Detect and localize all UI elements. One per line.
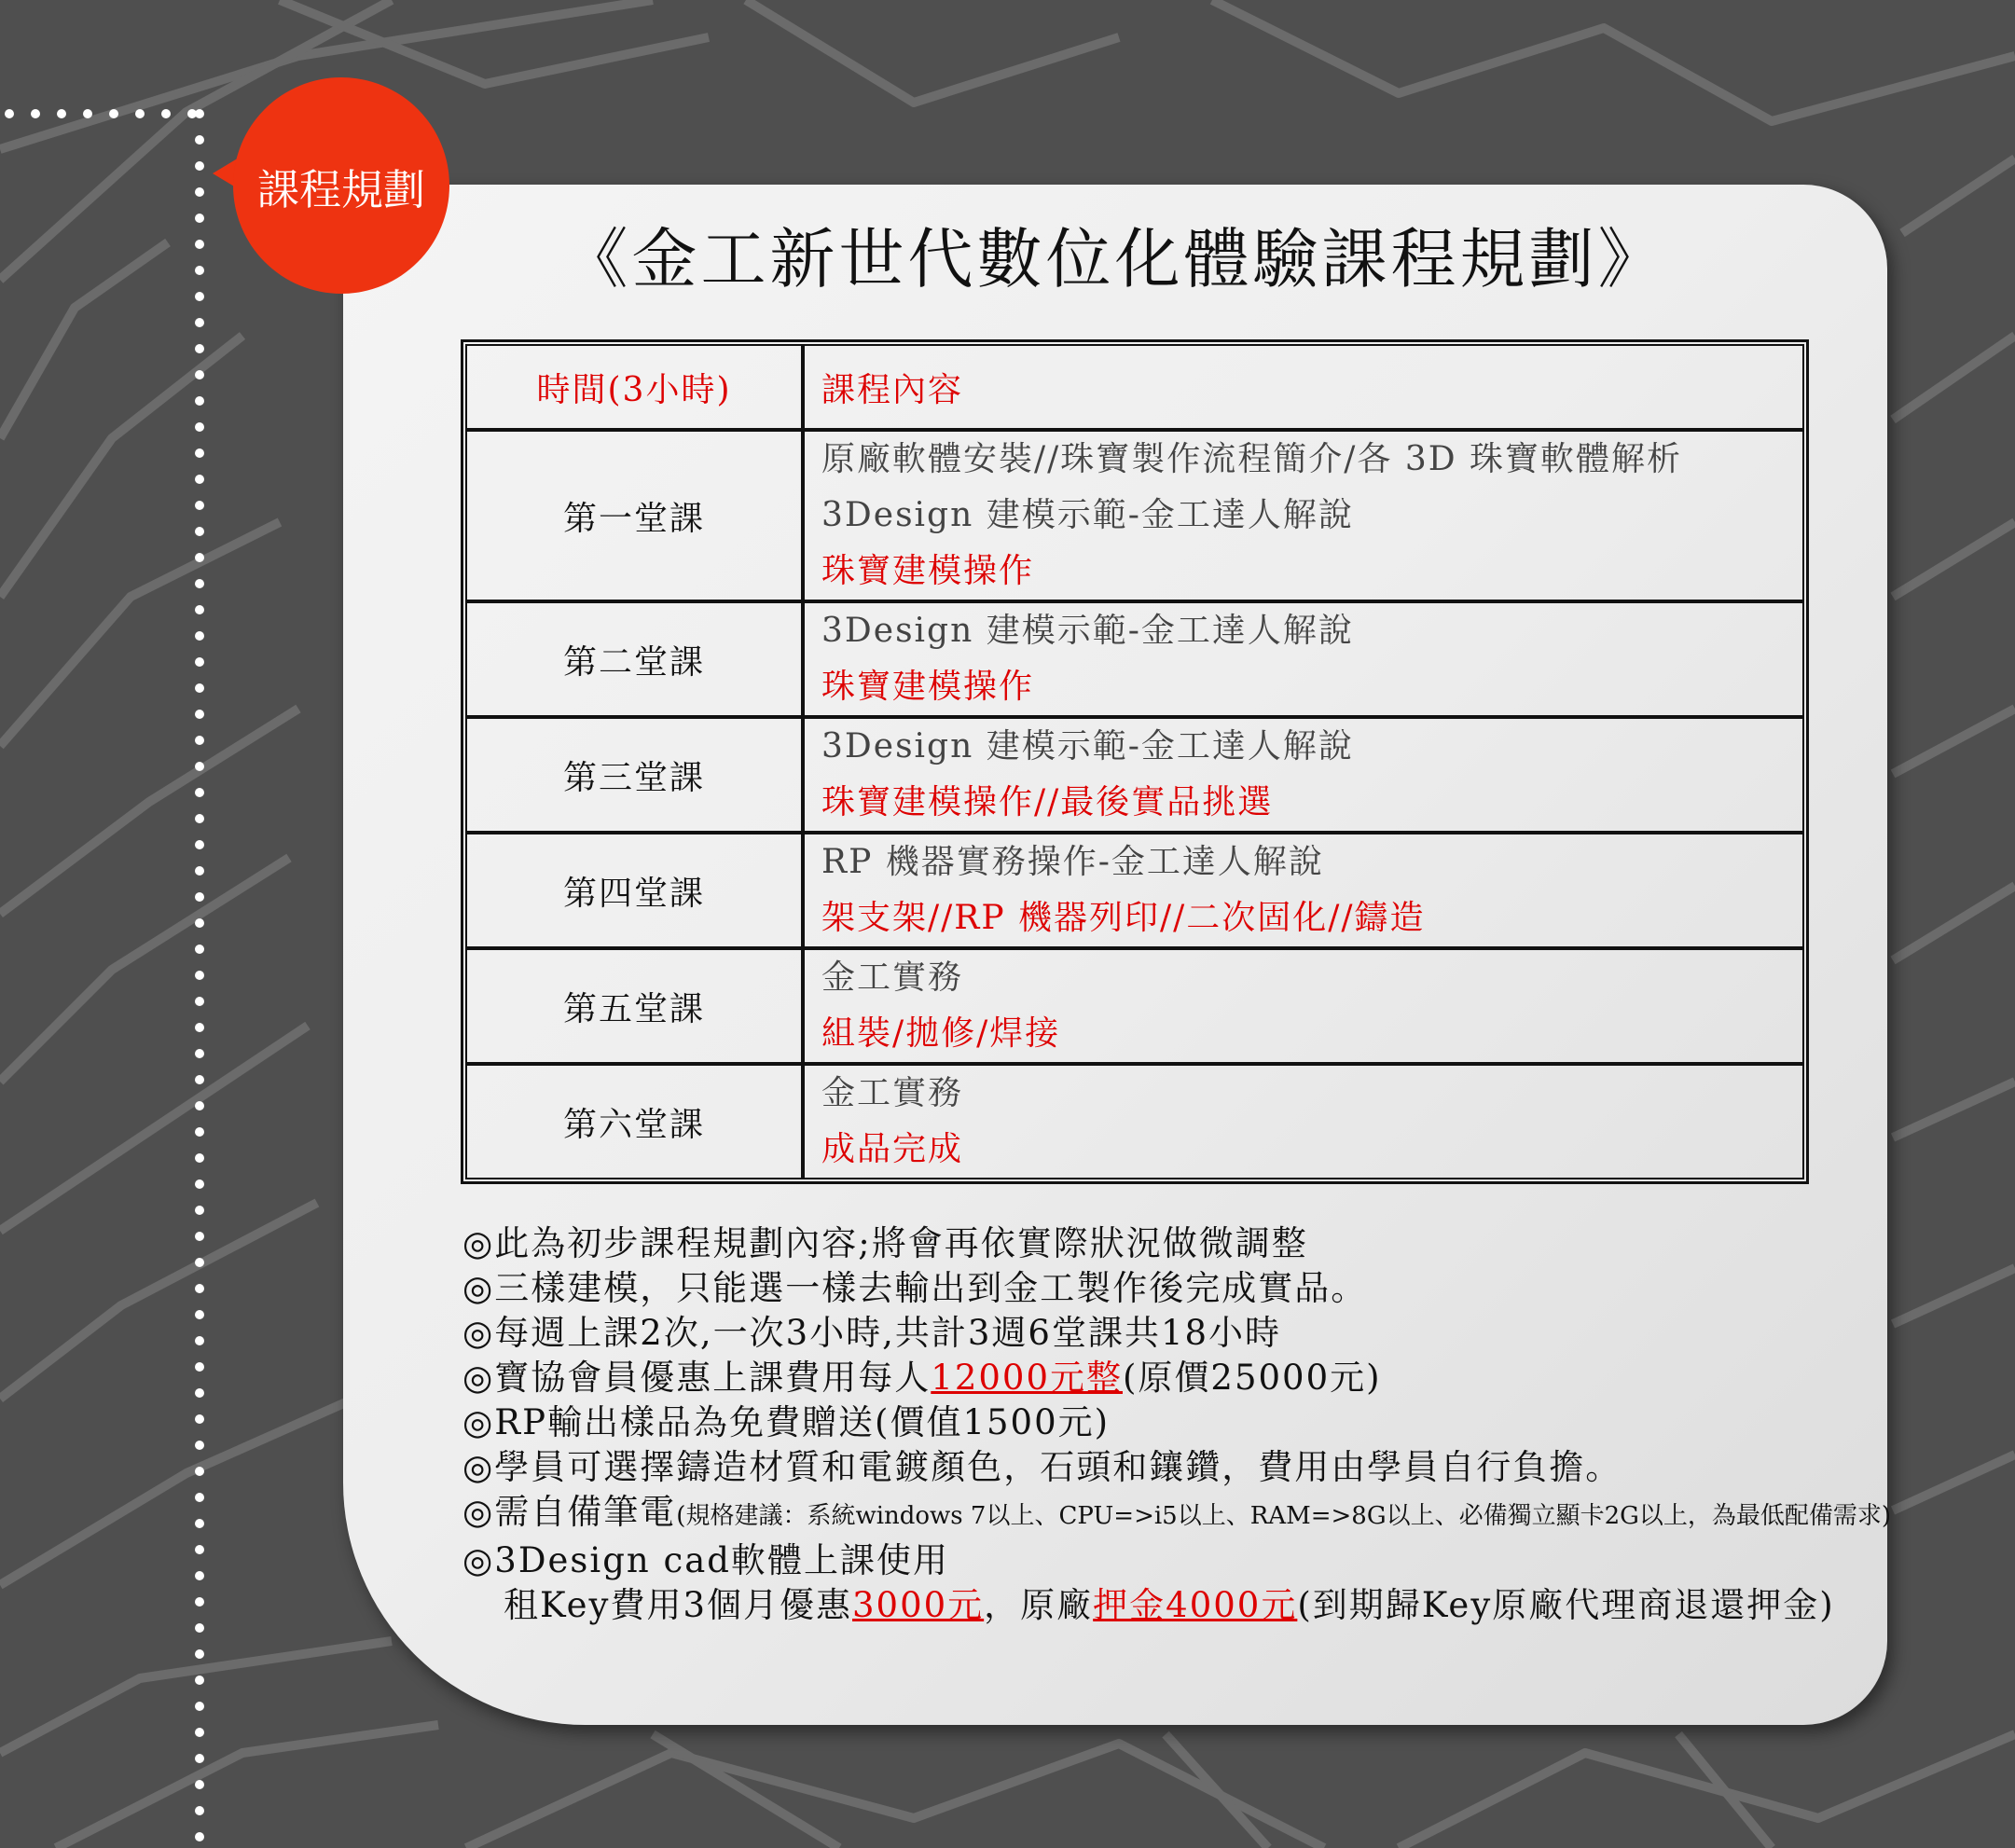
content-line: 3Design 建模示範-金工達人解說	[821, 612, 1354, 650]
header-time: 時間(3小時)	[465, 344, 803, 430]
session-content	[803, 717, 1804, 833]
note-item: ◎每週上課2次,一次3小時,共計3週6堂課共18小時	[462, 1313, 1282, 1353]
table-row	[465, 430, 1804, 601]
note-text: (原價25000元)	[1123, 1358, 1382, 1398]
content-line: 珠寶建模操作	[821, 552, 1035, 590]
note-text: ◎需自備筆電	[462, 1492, 677, 1532]
note-item	[462, 1356, 1861, 1400]
rental-price: 3000元	[852, 1585, 985, 1625]
note-item	[462, 1583, 1861, 1628]
laptop-spec: (規格建議：系統windows 7以上、CPU=>i5以上、RAM=>8G以上、必備獨立顯卡2G以上，為最低配備需求)	[676, 1502, 1892, 1530]
session-label: 第四堂課	[465, 833, 803, 948]
content-line: 3Design 建模示範-金工達人解說	[821, 727, 1354, 765]
session-label: 第六堂課	[465, 1064, 803, 1179]
content-line: 金工實務	[821, 958, 964, 997]
content-line: 成品完成	[821, 1130, 964, 1168]
session-label: 第一堂課	[465, 430, 803, 601]
page-title: 《金工新世代數位化體驗課程規劃》	[562, 221, 1667, 297]
table-row	[465, 717, 1804, 833]
note-text: ，原廠	[984, 1585, 1094, 1625]
table-header-row	[465, 344, 1804, 430]
session-content	[803, 601, 1804, 717]
note-item	[462, 1490, 1892, 1538]
content-line: 3Design 建模示範-金工達人解說	[821, 496, 1354, 534]
session-content	[803, 430, 1804, 601]
session-content	[803, 1064, 1804, 1179]
member-price: 12000元整	[931, 1358, 1123, 1398]
note-text: (到期歸Key原廠代理商退還押金)	[1297, 1585, 1835, 1625]
table-row	[465, 601, 1804, 717]
content-line: 金工實務	[821, 1074, 964, 1112]
session-label: 第二堂課	[465, 601, 803, 717]
table-row	[465, 1064, 1804, 1179]
session-label: 第三堂課	[465, 717, 803, 833]
note-item: ◎3Design cad軟體上課使用	[462, 1540, 949, 1580]
session-content	[803, 948, 1804, 1064]
content-line: 組裝/拋修/焊接	[821, 1014, 1061, 1053]
header-content: 課程內容	[803, 344, 1804, 430]
deposit-price: 押金4000元	[1093, 1585, 1298, 1625]
note-item: ◎此為初步課程規劃內容;將會再依實際狀況做微調整	[462, 1223, 1308, 1263]
section-badge-label: 課程規劃	[256, 164, 425, 214]
notes-list	[462, 1221, 1892, 1628]
content-line: 珠寶建模操作//最後實品挑選	[821, 783, 1274, 821]
note-text: 租Key費用3個月優惠	[504, 1585, 852, 1625]
session-label: 第五堂課	[465, 948, 803, 1064]
table-row	[465, 833, 1804, 948]
note-text: ◎寶協會員優惠上課費用每人	[462, 1358, 932, 1398]
content-line: 架支架//RP 機器列印//二次固化//鑄造	[821, 899, 1426, 937]
note-item: ◎學員可選擇鑄造材質和電鍍顏色，石頭和鑲鑽，費用由學員自行負擔。	[462, 1447, 1622, 1487]
content-line: 原廠軟體安裝//珠寶製作流程簡介/各 3D 珠寶軟體解析	[821, 440, 1683, 478]
session-content	[803, 833, 1804, 948]
note-item: ◎三樣建模，只能選一樣去輸出到金工製作後完成實品。	[462, 1268, 1368, 1308]
content-line: RP 機器實務操作-金工達人解說	[821, 843, 1324, 881]
course-table	[461, 339, 1809, 1184]
table-row	[465, 948, 1804, 1064]
note-item: ◎RP輸出樣品為免費贈送(價值1500元)	[462, 1402, 1111, 1442]
content-line: 珠寶建模操作	[821, 668, 1035, 706]
